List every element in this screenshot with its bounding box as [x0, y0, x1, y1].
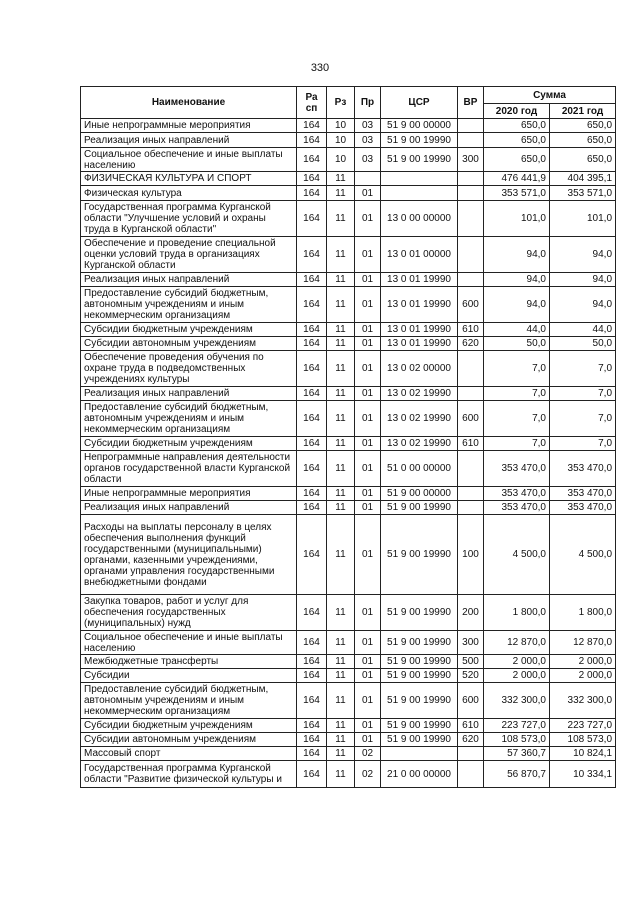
cell-rz: 11 [327, 631, 355, 655]
header-name: Наименование [81, 87, 297, 119]
cell-csr: 13 0 02 19990 [381, 437, 458, 451]
cell-2020: 7,0 [484, 437, 550, 451]
cell-rz: 11 [327, 683, 355, 719]
cell-name: Иные непрограммные мероприятия [81, 487, 297, 501]
cell-2020: 2 000,0 [484, 655, 550, 669]
cell-2021: 2 000,0 [550, 655, 616, 669]
cell-2021: 108 573,0 [550, 733, 616, 747]
cell-name: Реализация иных направлений [81, 133, 297, 148]
cell-pr: 01 [355, 323, 381, 337]
cell-name: Субсидии бюджетным учреждениям [81, 437, 297, 451]
cell-csr: 51 9 00 19990 [381, 148, 458, 172]
table-row [81, 351, 616, 387]
header-sum: Сумма [484, 87, 616, 104]
cell-csr: 51 9 00 19990 [381, 515, 458, 595]
cell-pr: 03 [355, 133, 381, 148]
cell-2020: 12 870,0 [484, 631, 550, 655]
cell-rz: 10 [327, 148, 355, 172]
cell-csr: 13 0 01 19990 [381, 337, 458, 351]
cell-2020: 56 870,7 [484, 761, 550, 788]
table-row [81, 631, 616, 655]
cell-csr: 51 9 00 19990 [381, 733, 458, 747]
cell-vr: 600 [458, 401, 484, 437]
cell-rz: 11 [327, 501, 355, 515]
cell-vr: 620 [458, 337, 484, 351]
cell-rasp: 164 [297, 172, 327, 186]
cell-csr: 13 0 01 19990 [381, 273, 458, 287]
cell-rz: 11 [327, 437, 355, 451]
cell-name: Субсидии бюджетным учреждениям [81, 323, 297, 337]
cell-2020: 223 727,0 [484, 719, 550, 733]
cell-csr: 51 0 00 00000 [381, 451, 458, 487]
cell-csr: 51 9 00 19990 [381, 631, 458, 655]
table-row [81, 201, 616, 237]
cell-2020: 108 573,0 [484, 733, 550, 747]
cell-2021: 650,0 [550, 119, 616, 133]
cell-2020: 332 300,0 [484, 683, 550, 719]
cell-vr: 620 [458, 733, 484, 747]
cell-2020: 44,0 [484, 323, 550, 337]
header-rasp: Ра сп [297, 87, 327, 119]
cell-2021: 94,0 [550, 237, 616, 273]
table-row [81, 437, 616, 451]
cell-vr: 610 [458, 437, 484, 451]
cell-csr: 51 9 00 19990 [381, 655, 458, 669]
cell-2020: 57 360,7 [484, 747, 550, 761]
cell-pr: 01 [355, 437, 381, 451]
cell-rasp: 164 [297, 401, 327, 437]
table-body [81, 119, 616, 788]
cell-vr: 300 [458, 631, 484, 655]
cell-2021: 7,0 [550, 387, 616, 401]
cell-2020: 7,0 [484, 351, 550, 387]
cell-2020: 94,0 [484, 287, 550, 323]
cell-vr: 100 [458, 515, 484, 595]
cell-vr [458, 387, 484, 401]
table-row [81, 747, 616, 761]
cell-2021: 94,0 [550, 273, 616, 287]
cell-name: Расходы на выплаты персоналу в целях обеспечения выполнения функций государственными (муниципальными) органами, казенными учреждениями, органами управления государственными внебюджетными фондами [81, 515, 297, 595]
cell-name: Непрограммные направления деятельности органов государственной власти Курганской области [81, 451, 297, 487]
cell-name: Субсидии автономным учреждениям [81, 337, 297, 351]
cell-vr: 610 [458, 323, 484, 337]
cell-name: Государственная программа Курганской области "Улучшение условий и охраны труда в Курганской области" [81, 201, 297, 237]
cell-name: Субсидии [81, 669, 297, 683]
cell-name: Массовый спорт [81, 747, 297, 761]
cell-2021: 353 571,0 [550, 186, 616, 201]
cell-rasp: 164 [297, 761, 327, 788]
cell-2020: 2 000,0 [484, 669, 550, 683]
cell-name: Межбюджетные трансферты [81, 655, 297, 669]
cell-rasp: 164 [297, 655, 327, 669]
cell-pr: 01 [355, 719, 381, 733]
cell-csr [381, 186, 458, 201]
cell-2021: 2 000,0 [550, 669, 616, 683]
table-row [81, 501, 616, 515]
cell-vr [458, 186, 484, 201]
cell-rasp: 164 [297, 287, 327, 323]
table-row [81, 186, 616, 201]
cell-2021: 1 800,0 [550, 595, 616, 631]
cell-name: ФИЗИЧЕСКАЯ КУЛЬТУРА И СПОРТ [81, 172, 297, 186]
cell-name: Государственная программа Курганской области "Развитие физической культуры и [81, 761, 297, 788]
table-row [81, 451, 616, 487]
cell-csr: 51 9 00 00000 [381, 487, 458, 501]
cell-rz: 11 [327, 351, 355, 387]
table-row [81, 237, 616, 273]
table-row [81, 337, 616, 351]
cell-rasp: 164 [297, 437, 327, 451]
cell-2020: 353 470,0 [484, 487, 550, 501]
cell-pr: 01 [355, 487, 381, 501]
header-year-2021: 2021 год [550, 104, 616, 119]
cell-vr [458, 273, 484, 287]
cell-2021: 332 300,0 [550, 683, 616, 719]
cell-vr [458, 237, 484, 273]
cell-2020: 1 800,0 [484, 595, 550, 631]
cell-rz: 11 [327, 719, 355, 733]
cell-rz: 11 [327, 201, 355, 237]
header-pr: Пр [355, 87, 381, 119]
cell-pr: 01 [355, 631, 381, 655]
cell-csr: 51 9 00 19990 [381, 133, 458, 148]
cell-2020: 353 470,0 [484, 501, 550, 515]
table-row [81, 515, 616, 595]
table-row [81, 761, 616, 788]
cell-csr: 51 9 00 00000 [381, 119, 458, 133]
table-row [81, 133, 616, 148]
cell-csr: 21 0 00 00000 [381, 761, 458, 788]
cell-pr: 01 [355, 186, 381, 201]
cell-rasp: 164 [297, 487, 327, 501]
cell-name: Обеспечение и проведение специальной оценки условий труда в организациях Курганской области [81, 237, 297, 273]
cell-rasp: 164 [297, 387, 327, 401]
cell-csr [381, 172, 458, 186]
cell-rz: 10 [327, 119, 355, 133]
cell-2020: 650,0 [484, 119, 550, 133]
cell-csr [381, 747, 458, 761]
cell-vr [458, 451, 484, 487]
cell-pr: 01 [355, 515, 381, 595]
cell-2021: 7,0 [550, 401, 616, 437]
cell-rz: 11 [327, 515, 355, 595]
cell-2021: 10 334,1 [550, 761, 616, 788]
cell-rz: 11 [327, 237, 355, 273]
cell-name: Обеспечение проведения обучения по охране труда в подведомственных учреждениях культуры [81, 351, 297, 387]
cell-rasp: 164 [297, 351, 327, 387]
cell-2021: 650,0 [550, 133, 616, 148]
cell-2021: 50,0 [550, 337, 616, 351]
cell-2021: 12 870,0 [550, 631, 616, 655]
cell-2020: 7,0 [484, 401, 550, 437]
cell-name: Социальное обеспечение и иные выплаты населению [81, 631, 297, 655]
cell-vr [458, 351, 484, 387]
cell-rasp: 164 [297, 669, 327, 683]
cell-rasp: 164 [297, 501, 327, 515]
cell-rasp: 164 [297, 273, 327, 287]
cell-pr: 01 [355, 669, 381, 683]
cell-2021: 223 727,0 [550, 719, 616, 733]
cell-pr: 02 [355, 747, 381, 761]
cell-pr: 01 [355, 287, 381, 323]
table-row [81, 487, 616, 501]
cell-vr [458, 487, 484, 501]
cell-rz: 11 [327, 337, 355, 351]
cell-pr: 03 [355, 148, 381, 172]
cell-2021: 353 470,0 [550, 487, 616, 501]
cell-rz: 11 [327, 387, 355, 401]
cell-2021: 353 470,0 [550, 501, 616, 515]
cell-rasp: 164 [297, 733, 327, 747]
cell-name: Субсидии автономным учреждениям [81, 733, 297, 747]
cell-csr: 13 0 02 00000 [381, 351, 458, 387]
cell-rz: 11 [327, 669, 355, 683]
cell-rz: 11 [327, 287, 355, 323]
cell-2020: 94,0 [484, 273, 550, 287]
cell-pr: 01 [355, 273, 381, 287]
cell-rz: 11 [327, 733, 355, 747]
cell-rz: 11 [327, 186, 355, 201]
cell-pr: 01 [355, 683, 381, 719]
cell-rasp: 164 [297, 451, 327, 487]
cell-2020: 353 571,0 [484, 186, 550, 201]
cell-pr: 03 [355, 119, 381, 133]
cell-pr: 01 [355, 337, 381, 351]
cell-rz: 11 [327, 761, 355, 788]
cell-name: Реализация иных направлений [81, 501, 297, 515]
cell-vr [458, 761, 484, 788]
cell-rasp: 164 [297, 186, 327, 201]
cell-2021: 94,0 [550, 287, 616, 323]
cell-csr: 13 0 02 19990 [381, 401, 458, 437]
cell-name: Физическая культура [81, 186, 297, 201]
header-year-2020: 2020 год [484, 104, 550, 119]
cell-rasp: 164 [297, 631, 327, 655]
cell-rz: 11 [327, 747, 355, 761]
cell-rz: 11 [327, 595, 355, 631]
cell-rasp: 164 [297, 237, 327, 273]
cell-pr: 01 [355, 201, 381, 237]
cell-rasp: 164 [297, 323, 327, 337]
cell-csr: 51 9 00 19990 [381, 501, 458, 515]
table-row [81, 733, 616, 747]
cell-rasp: 164 [297, 515, 327, 595]
cell-2021: 44,0 [550, 323, 616, 337]
cell-name: Иные непрограммные мероприятия [81, 119, 297, 133]
cell-pr: 01 [355, 387, 381, 401]
cell-rasp: 164 [297, 595, 327, 631]
cell-csr: 13 0 00 00000 [381, 201, 458, 237]
cell-rasp: 164 [297, 337, 327, 351]
table-row [81, 595, 616, 631]
cell-pr: 01 [355, 237, 381, 273]
cell-pr: 01 [355, 351, 381, 387]
cell-name: Предоставление субсидий бюджетным, автономным учреждениям и иным некоммерческим организациям [81, 401, 297, 437]
cell-name: Предоставление субсидий бюджетным, автономным учреждениям и иным некоммерческим организациям [81, 683, 297, 719]
table-row [81, 323, 616, 337]
cell-2020: 94,0 [484, 237, 550, 273]
cell-name: Реализация иных направлений [81, 273, 297, 287]
cell-rasp: 164 [297, 119, 327, 133]
cell-rasp: 164 [297, 719, 327, 733]
table-row [81, 669, 616, 683]
cell-rz: 10 [327, 133, 355, 148]
cell-vr: 300 [458, 148, 484, 172]
cell-csr: 13 0 01 19990 [381, 287, 458, 323]
cell-vr: 600 [458, 287, 484, 323]
cell-vr [458, 119, 484, 133]
budget-table [80, 86, 616, 788]
cell-vr [458, 501, 484, 515]
cell-2020: 353 470,0 [484, 451, 550, 487]
header-csr: ЦСР [381, 87, 458, 119]
cell-2020: 650,0 [484, 148, 550, 172]
table-row [81, 148, 616, 172]
header-vr: ВР [458, 87, 484, 119]
cell-2020: 650,0 [484, 133, 550, 148]
cell-rasp: 164 [297, 747, 327, 761]
cell-2021: 4 500,0 [550, 515, 616, 595]
table-row [81, 287, 616, 323]
cell-csr: 51 9 00 19990 [381, 669, 458, 683]
cell-csr: 51 9 00 19990 [381, 595, 458, 631]
cell-rasp: 164 [297, 201, 327, 237]
cell-rz: 11 [327, 655, 355, 669]
table-row [81, 719, 616, 733]
cell-csr: 51 9 00 19990 [381, 719, 458, 733]
cell-pr: 01 [355, 595, 381, 631]
cell-vr: 610 [458, 719, 484, 733]
cell-2021: 650,0 [550, 148, 616, 172]
cell-rz: 11 [327, 451, 355, 487]
cell-name: Закупка товаров, работ и услуг для обеспечения государственных (муниципальных) нужд [81, 595, 297, 631]
cell-rasp: 164 [297, 133, 327, 148]
cell-2021: 353 470,0 [550, 451, 616, 487]
table-header [81, 87, 616, 119]
cell-vr [458, 172, 484, 186]
cell-rz: 11 [327, 273, 355, 287]
cell-2021: 101,0 [550, 201, 616, 237]
cell-rz: 11 [327, 172, 355, 186]
cell-pr [355, 172, 381, 186]
cell-2021: 7,0 [550, 437, 616, 451]
table-row [81, 273, 616, 287]
cell-csr: 13 0 02 19990 [381, 387, 458, 401]
cell-pr: 02 [355, 761, 381, 788]
cell-2021: 10 824,1 [550, 747, 616, 761]
cell-name: Субсидии бюджетным учреждениям [81, 719, 297, 733]
cell-rasp: 164 [297, 683, 327, 719]
cell-vr: 200 [458, 595, 484, 631]
cell-rz: 11 [327, 323, 355, 337]
cell-2020: 4 500,0 [484, 515, 550, 595]
table-row [81, 119, 616, 133]
table-row [81, 683, 616, 719]
cell-vr [458, 133, 484, 148]
cell-pr: 01 [355, 401, 381, 437]
header-rz: Рз [327, 87, 355, 119]
cell-vr [458, 201, 484, 237]
cell-name: Предоставление субсидий бюджетным, автономным учреждениям и иным некоммерческим организациям [81, 287, 297, 323]
cell-pr: 01 [355, 451, 381, 487]
cell-2020: 101,0 [484, 201, 550, 237]
cell-rz: 11 [327, 401, 355, 437]
cell-vr: 500 [458, 655, 484, 669]
cell-csr: 51 9 00 19990 [381, 683, 458, 719]
page-number: 330 [310, 62, 330, 74]
cell-pr: 01 [355, 655, 381, 669]
table-row [81, 387, 616, 401]
cell-vr [458, 747, 484, 761]
table-row [81, 655, 616, 669]
cell-csr: 13 0 01 00000 [381, 237, 458, 273]
cell-2021: 7,0 [550, 351, 616, 387]
cell-rz: 11 [327, 487, 355, 501]
table-row [81, 401, 616, 437]
cell-2020: 50,0 [484, 337, 550, 351]
cell-name: Социальное обеспечение и иные выплаты населению [81, 148, 297, 172]
cell-name: Реализация иных направлений [81, 387, 297, 401]
cell-2020: 476 441,9 [484, 172, 550, 186]
cell-csr: 13 0 01 19990 [381, 323, 458, 337]
cell-2021: 404 395,1 [550, 172, 616, 186]
cell-vr: 600 [458, 683, 484, 719]
cell-pr: 01 [355, 501, 381, 515]
cell-pr: 01 [355, 733, 381, 747]
cell-rasp: 164 [297, 148, 327, 172]
table-row [81, 172, 616, 186]
cell-2020: 7,0 [484, 387, 550, 401]
cell-vr: 520 [458, 669, 484, 683]
